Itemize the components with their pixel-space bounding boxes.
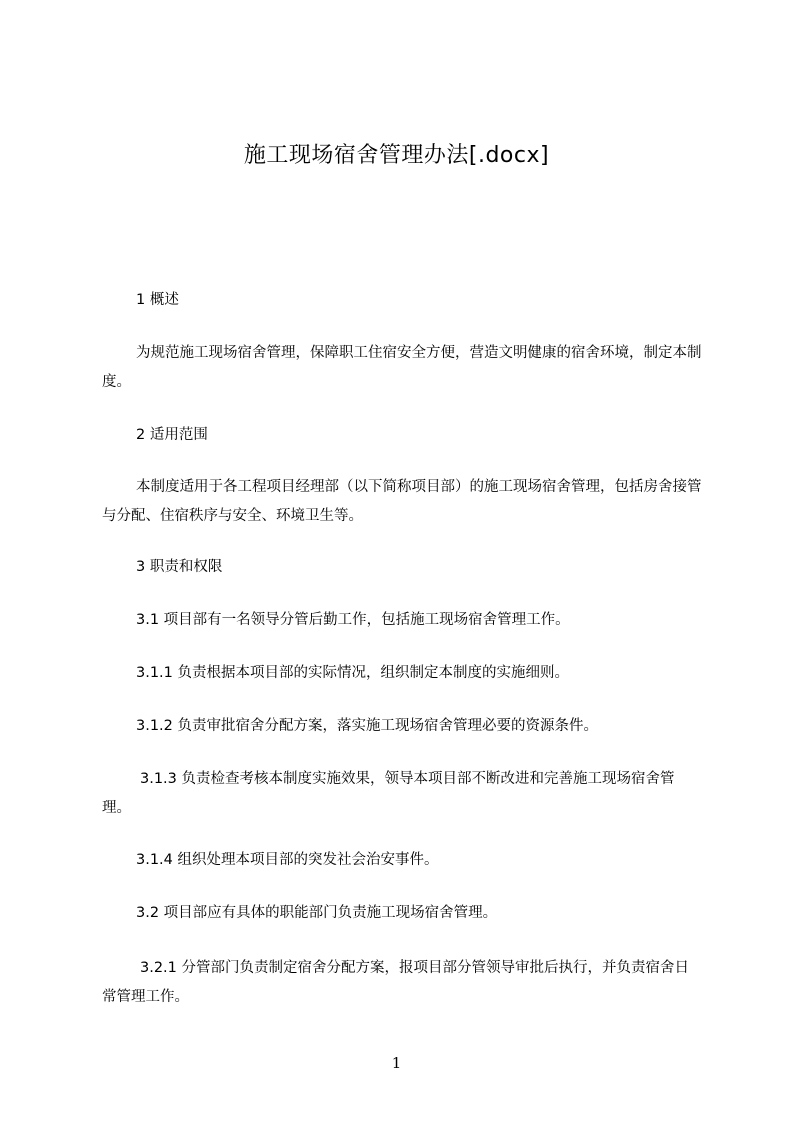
section-heading-scope: 2 适用范围 <box>136 427 208 443</box>
clause-3-1: 3.1 项目部有一名领导分管后勤工作，包括施工现场宿舍管理工作。 <box>136 612 570 628</box>
section-heading-responsibilities: 3 职责和权限 <box>136 559 223 575</box>
section-heading-overview: 1 概述 <box>136 292 179 308</box>
clause-3-1-3: 3.1.3 负责检查考核本制度实施效果，领导本项目部不断改进和完善施工现场宿舍管理。 <box>102 771 675 816</box>
paragraph-scope: 本制度适用于各工程项目经理部（以下简称项目部）的施工现场宿舍管理，包括房舍接管与分配、住宿秩序与安全、环境卫生等。 <box>102 479 702 524</box>
document-title: 施工现场宿舍管理办法[.docx] <box>243 143 550 168</box>
paragraph-overview: 为规范施工现场宿舍管理，保障职工住宿安全方便，营造文明健康的宿舍环境，制定本制度。 <box>102 345 702 390</box>
clause-3-1-4: 3.1.4 组织处理本项目部的突发社会治安事件。 <box>136 852 439 868</box>
page-number: 1 <box>391 1054 402 1072</box>
clause-3-2-1: 3.2.1 分管部门负责制定宿舍分配方案，报项目部分管领导审批后执行，并负责宿舍日常管理工作。 <box>102 960 690 1005</box>
clause-3-1-2: 3.1.2 负责审批宿舍分配方案，落实施工现场宿舍管理必要的资源条件。 <box>136 718 599 734</box>
clause-3-2: 3.2 项目部应有具体的职能部门负责施工现场宿舍管理。 <box>136 905 498 921</box>
clause-3-1-1: 3.1.1 负责根据本项目部的实际情况，组织制定本制度的实施细则。 <box>136 665 570 681</box>
